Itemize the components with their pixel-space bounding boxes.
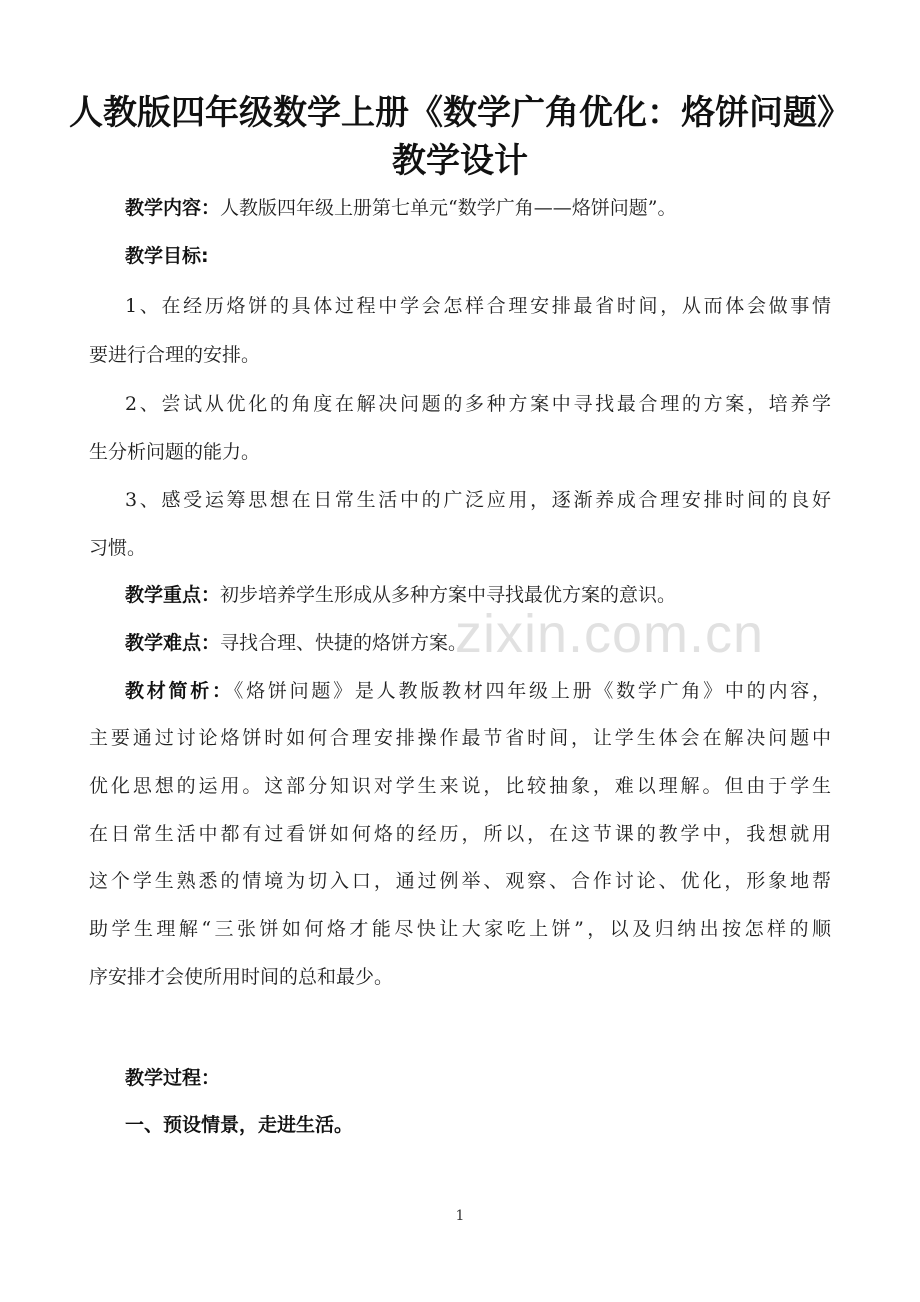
teaching-objectives-heading: 教学目标:	[125, 245, 209, 267]
teaching-process-heading: 教学过程：	[125, 1067, 221, 1089]
teaching-content-text: 人教版四年级上册第七单元“数学广角——烙饼问题”。	[220, 197, 677, 219]
teaching-keypoint-label: 教学重点：	[125, 584, 221, 606]
objective-2-line-1: 2、尝试从优化的角度在解决问题的多种方案中寻找最合理的方案，培养学	[125, 393, 831, 415]
document-title-line-1: 人教版四年级数学上册《数学广角优化：烙饼问题》	[69, 93, 851, 133]
section-1-heading: 一、预设情景，走进生活。	[125, 1114, 354, 1136]
teaching-difficulty-paragraph	[125, 628, 831, 658]
analysis-line-3: 优化思想的运用。这部分知识对学生来说，比较抽象，难以理解。但由于学生	[89, 775, 831, 797]
analysis-line-1-text: 《烙饼问题》是人教版教材四年级上册《数学广角》中的内容，	[233, 680, 831, 702]
objective-1-line-2: 要进行合理的安排。	[89, 344, 261, 366]
objective-1-line-1: 1、在经历烙饼的具体过程中学会怎样合理安排最省时间，从而体会做事情	[125, 295, 831, 317]
analysis-line-5: 这个学生熟悉的情境为切入口，通过例举、观察、合作讨论、优化，形象地帮	[89, 870, 831, 892]
teaching-keypoint-paragraph	[125, 580, 831, 610]
document-title-line-2: 教学设计	[392, 141, 528, 181]
objective-3-line-1: 3、感受运筹思想在日常生活中的广泛应用，逐渐养成合理安排时间的良好	[125, 489, 831, 511]
teaching-content-label: 教学内容：	[125, 197, 221, 219]
objective-3-line-2: 习惯。	[89, 537, 147, 559]
analysis-line-6: 助学生理解“三张饼如何烙才能尽快让大家吃上饼”，以及归纳出按怎样的顺	[89, 918, 831, 940]
analysis-line-7: 序安排才会使所用时间的总和最少。	[89, 966, 394, 988]
analysis-line-2: 主要通过讨论烙饼时如何合理安排操作最节省时间，让学生体会在解决问题中	[89, 727, 831, 749]
teaching-keypoint-text: 初步培养学生形成从多种方案中寻找最优方案的意识。	[220, 584, 677, 606]
teaching-content-paragraph	[125, 193, 831, 223]
analysis-label: 教材简析：	[125, 680, 234, 702]
teaching-difficulty-text: 寻找合理、快捷的烙饼方案。	[220, 632, 468, 654]
watermark: zixin.com.cn	[455, 604, 765, 664]
analysis-line-4: 在日常生活中都有过看饼如何烙的经历，所以，在这节课的教学中，我想就用	[89, 823, 831, 845]
teaching-difficulty-label: 教学难点：	[125, 632, 221, 654]
objective-2-line-2: 生分析问题的能力。	[89, 441, 261, 463]
analysis-line-1	[125, 676, 831, 706]
page-number: 1	[455, 1208, 465, 1224]
